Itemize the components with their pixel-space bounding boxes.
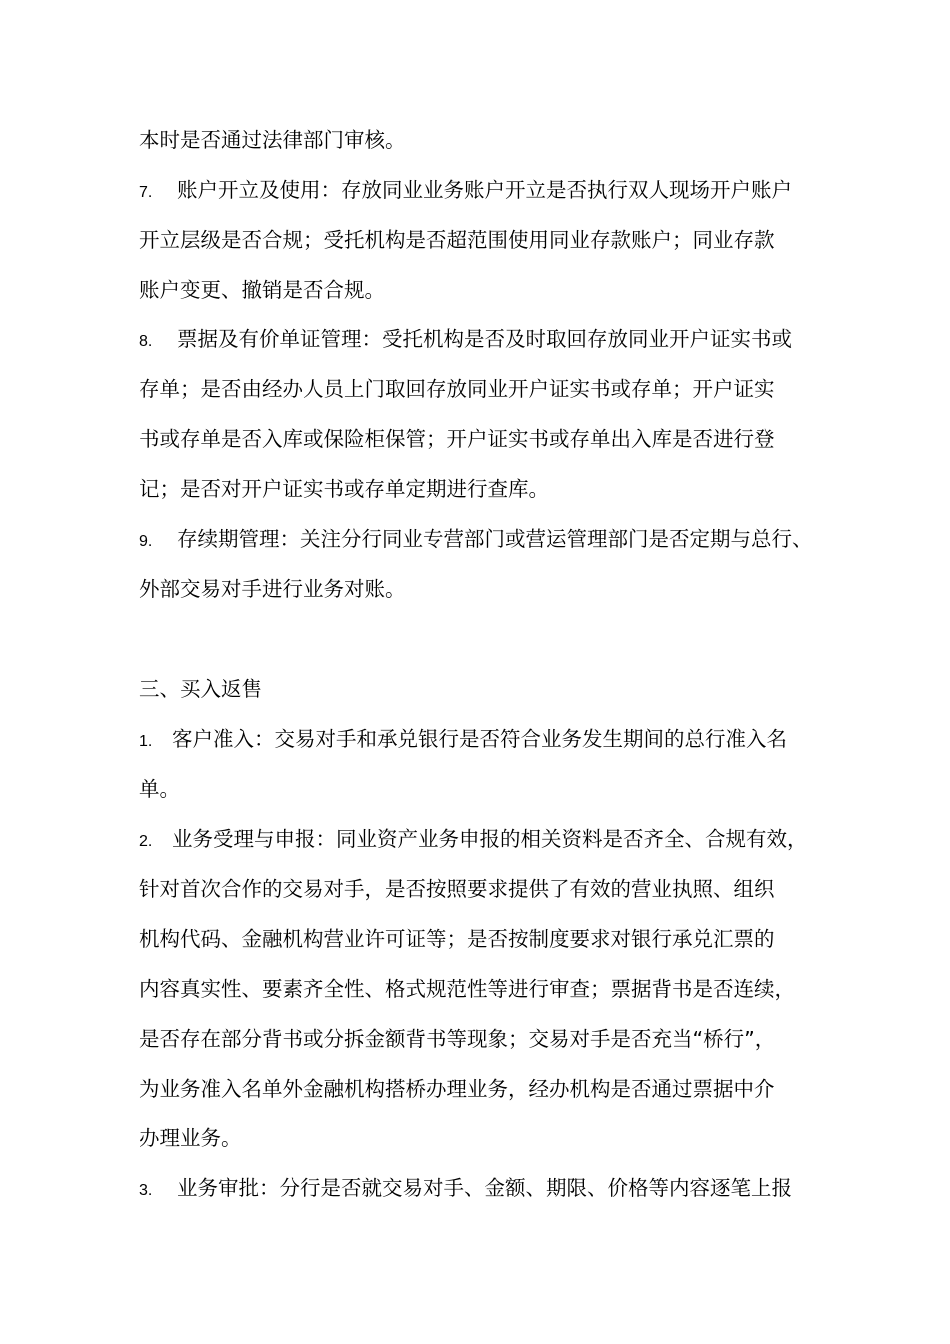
line-text: 单。 bbox=[139, 777, 180, 801]
list-item-8 bbox=[139, 326, 839, 355]
line-text: 业务受理与申报：同业资产业务申报的相关资料是否齐全、合规有效， bbox=[172, 827, 808, 851]
text-line bbox=[139, 227, 839, 253]
line-text: 办理业务。 bbox=[139, 1126, 242, 1150]
text-line bbox=[139, 926, 839, 952]
line-text: 存续期管理：关注分行同业专营部门或营运管理部门是否定期与总行、 bbox=[177, 527, 813, 551]
list-item-9 bbox=[139, 526, 839, 555]
list-number: 1. bbox=[139, 733, 153, 750]
text-line bbox=[139, 576, 839, 602]
list-number: 7. bbox=[139, 184, 153, 201]
line-text: 业务审批：分行是否就交易对手、金额、期限、价格等内容逐笔上报 bbox=[177, 1176, 792, 1200]
line-text: 本时是否通过法律部门审核。 bbox=[139, 128, 406, 152]
list-number: 9. bbox=[139, 533, 153, 550]
list-number: 3. bbox=[139, 1182, 153, 1199]
line-text: 是否存在部分背书或分拆金额背书等现象；交易对手是否充当“桥行”， bbox=[139, 1027, 776, 1051]
list-item-2 bbox=[139, 826, 839, 855]
list-item-1 bbox=[139, 726, 839, 755]
line-text: 账户开立及使用：存放同业业务账户开立是否执行双人现场开户账户 bbox=[177, 178, 792, 202]
text-line bbox=[139, 476, 839, 502]
line-text: 为业务准入名单外金融机构搭桥办理业务，经办机构是否通过票据中介 bbox=[139, 1077, 775, 1101]
list-item-3 bbox=[139, 1175, 839, 1204]
text-line bbox=[139, 976, 839, 1002]
section-title: 三、买入返售 bbox=[139, 677, 262, 701]
text-line bbox=[139, 876, 839, 902]
text-line bbox=[139, 426, 839, 452]
line-text: 内容真实性、要素齐全性、格式规范性等进行审查；票据背书是否连续， bbox=[139, 977, 795, 1001]
line-text: 客户准入：交易对手和承兑银行是否符合业务发生期间的总行准入名 bbox=[172, 727, 787, 751]
text-line bbox=[139, 1125, 839, 1151]
line-text: 开立层级是否合规；受托机构是否超范围使用同业存款账户；同业存款 bbox=[139, 228, 775, 252]
line-text: 票据及有价单证管理：受托机构是否及时取回存放同业开户证实书或 bbox=[177, 327, 792, 351]
line-text: 外部交易对手进行业务对账。 bbox=[139, 577, 406, 601]
list-number: 2. bbox=[139, 833, 153, 850]
text-line bbox=[139, 1026, 839, 1052]
list-item-7 bbox=[139, 177, 839, 206]
line-text: 存单；是否由经办人员上门取回存放同业开户证实书或存单；开户证实 bbox=[139, 377, 775, 401]
text-line bbox=[139, 277, 839, 303]
line-text: 针对首次合作的交易对手，是否按照要求提供了有效的营业执照、组织 bbox=[139, 877, 775, 901]
list-number: 8. bbox=[139, 333, 153, 350]
text-line bbox=[139, 1076, 839, 1102]
line-text: 记；是否对开户证实书或存单定期进行查库。 bbox=[139, 477, 549, 501]
section-heading bbox=[139, 676, 839, 702]
line-text: 书或存单是否入库或保险柜保管；开户证实书或存单出入库是否进行登 bbox=[139, 427, 775, 451]
text-line bbox=[139, 376, 839, 402]
line-text: 机构代码、金融机构营业许可证等；是否按制度要求对银行承兑汇票的 bbox=[139, 927, 775, 951]
text-line bbox=[139, 776, 839, 802]
line-text: 账户变更、撤销是否合规。 bbox=[139, 278, 385, 302]
text-line bbox=[139, 127, 839, 153]
